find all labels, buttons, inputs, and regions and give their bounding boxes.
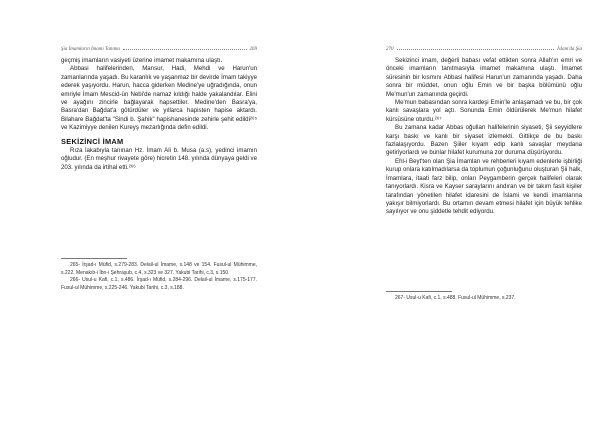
left-header-title: Şia İmamların İmamı Tanıma [61, 47, 120, 52]
right-paragraph-1: Sekizinci imam, değerli babası vefat ettikten sonra Allah'ın emri ve önceki imamların tanıtmasıyla imamet makamına ulaştı. İmamet süresinin bir kısmını Abbasi halifesi Harun'un zamanında yaşadı. Daha sonra bir müddet, onun oğlu Emin ve bir başka bölümünü oğlu Me'mun'un zamanında geçirdi. [386, 57, 582, 98]
section-heading: SEKİZİNCİ İMAM [61, 136, 124, 146]
left-paragraph-1: geçmiş imamların vasiyeti üzerine imamet makamına ulaştı. [61, 57, 223, 64]
right-page [300, 0, 600, 424]
right-footnotes [386, 291, 582, 303]
left-running-header [61, 46, 257, 52]
right-paragraph-3: Bu zamana kadar Abbas oğulları halifelerinin siyaseti, Şii seyyidlere karşı baskı ve kanlı bir siyaset izlemekti. Gittikçe de bu baskı fazlalaşıyordu. Bazen Şiiler kıyam edip kanlı savaşlar meydana getiriyorlardı ve bunlar hilafet kurumuna zor duruma düşürüyordu. [386, 124, 582, 157]
left-paragraph-2: Abbasi halifelerinden, Mansur, Hadi, Mehdi ve Harun'un zamanlarında yaşadı. Bu karanlık ve yaşanmaz bir devirde İmam takiyye ederek yaşıyordu. Harun, hacca giderken Medine'ye uğradığında, onun emriyle İmam Mescid-ün Nebi'de namaz kıldığı halde yakalandılar. Elini ve ayağını zincirle bağlayarak hapsettiler. Medine'den Basra'ya, Basra'dan Bağdat'a götürdüler ve yıllarca hapisten hapise aktardı. Bilahare Bağdat'ta "Sindi b. Şahik" hapishanesinde zehirle şehit edildi²⁶⁵ ve Kazimiyye denilen Kureyş mezarlığında defin edildi. [61, 65, 257, 132]
footnote-rule [61, 258, 127, 259]
left-footnotes [61, 258, 257, 292]
footnote-265: 265- İrşad-ı Müfid, s.279-283. Delail-ul İmame, s.148 ve 154. Fusul-ul Mühimme, s.222. Menakıb-i İbn-i Şehraşub, c.4, s.323 ve 327. Yakubi Tarihi, c.3, s.150. [61, 262, 257, 276]
header-dot-leader [123, 46, 247, 50]
section-paragraph: Rıza lakabıyla tanınan Hz. İmam Ali b. Musa (a.s), yedinci imamın oğludur. (En meşhur rivayete göre) hicretin 148. yılında dünyaya geldi ve 203. yılında da irtihal etti.²⁶⁶ [61, 147, 257, 171]
right-body-text [386, 57, 582, 217]
footnote-266: 266- Usul-u Kafi, c.1, s.486. İrşad-ı Müfid, s.284-296. Delail-ul İmame, s.175-177. Fusul-ul Mühimme, s.225-246. Yakubi Tarihi, c.3, s.188. [61, 277, 257, 291]
right-paragraph-2: Me'mun babasından sonra kardeşi Emin'le anlaşamadı ve bu, bir çok kanlı savaşlara yol açtı. Sonunda Emin öldürülerek Me'mun hilafet kürsüsüne oturdu.²⁶⁷ [386, 99, 582, 123]
footnote-267: 267- Usul-u Kafi, c.1, s.488. Fusul-ul Mühimme, s.237. [395, 295, 516, 301]
footnote-rule [386, 291, 452, 292]
left-page-number: 269 [249, 47, 257, 52]
right-running-header [386, 46, 582, 52]
right-paragraph-4: Ehl-i Beyt'ten olan Şia İmamları ve rehberleri kıyam edenlerle işbirliği kurup onlara katılmadılarsa da toplumun çoğunluğunu oluşturan Şii halk, İmamlara, itaati farz bilip, onları Peygamberin gerçek halifeleri olarak tanıyorlardı. Kisra ve Kayser saraylarını andıran ve bir takım fasit kişiler tarafından yönetilen hilafet idaresini de İslami ve kendi imamlarına yakışır bilmiyorlardı. Bu ortamın devam etmesi hilafet için büyük tehlike sayılıyor ve onu şiddetle tehdit ediyordu. [386, 157, 582, 216]
right-page-number: 270 [386, 47, 394, 52]
right-header-title: İslam'da Şia [557, 47, 582, 52]
left-body-text [61, 57, 257, 172]
header-dot-leader [397, 46, 555, 50]
